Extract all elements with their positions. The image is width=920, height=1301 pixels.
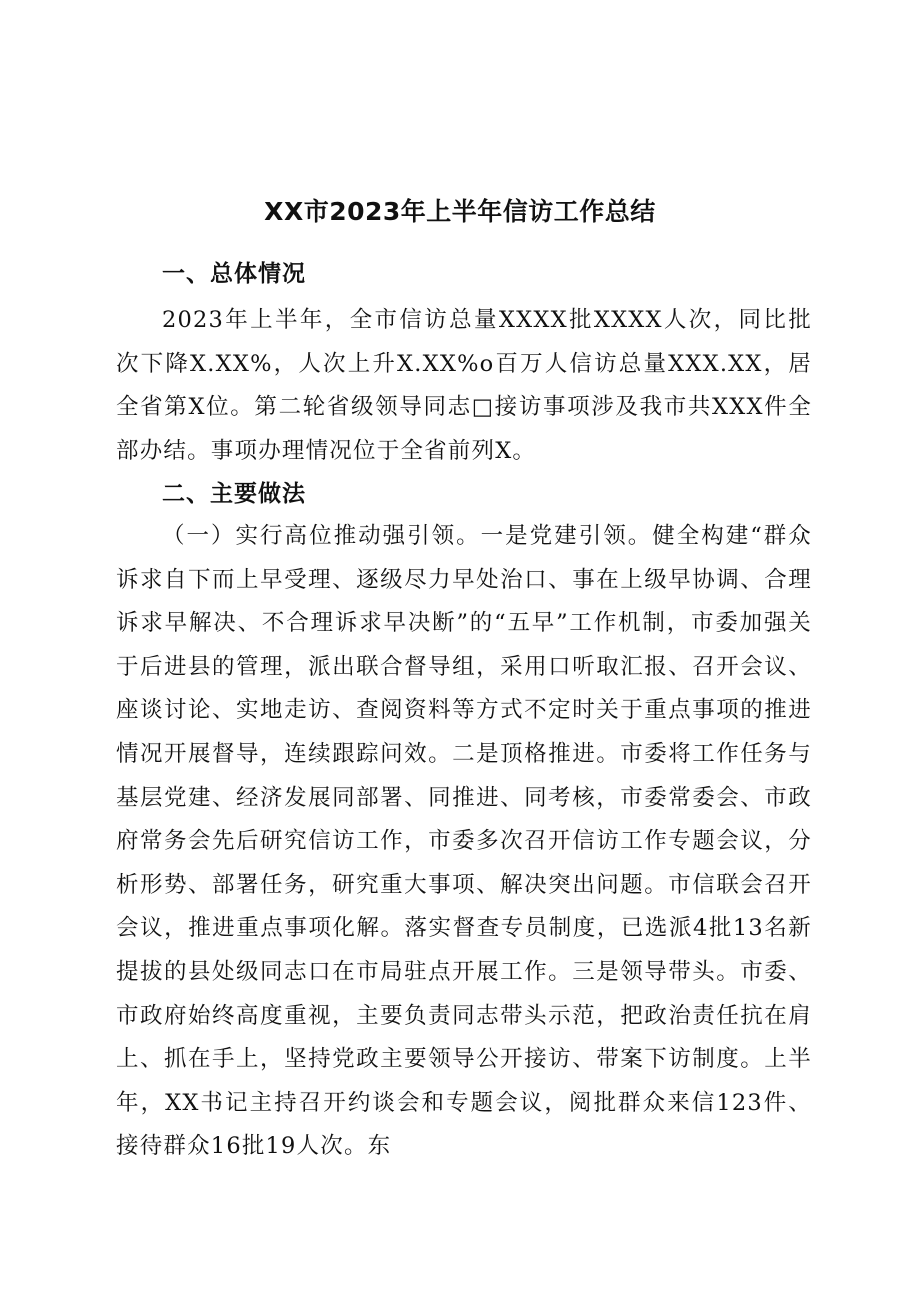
section-paragraph-main-practices: （一）实行高位推动强引领。一是党建引领。健全构建“群众诉求自下而上早受理、逐级尽力早处治口、事在上级早协调、合理诉求早解决、不合理诉求早决断”的“五早”工作机制，市委加强关于后进县的管理，派出联合督导组，采用口听取汇报、召开会议、座谈讨论、实地走访、查阅资料等方式不定时关于重点事项的推进情况开展督导，连续跟踪问效。二是顶格推进。市委将工作任务与基层党建、经济发展同部署、同推进、同考核，市委常委会、市政府常务会先后研究信访工作，市委多次召开信访工作专题会议，分析形势、部署任务，研究重大事项、解决突出问题。市信联会召开会议，推进重点事项化解。落实督查专员制度，已选派4批13名新提拔的县处级同志口在市局驻点开展工作。三是领导带头。市委、市政府始终高度重视，主要负责同志带头示范，把政治责任抗在肩上、抓在手上，坚持党政主要领导公开接访、带案下访制度。上半年，XX书记主持召开约谈会和专题会议，阅批群众来信123件、接待群众16批19人次。东 xyxy=(116,523,812,1160)
document-title: XX市2023年上半年信访工作总结 xyxy=(264,197,656,226)
section-paragraph-overview: 2023年上半年，全市信访总量XXXX批XXXX人次，同比批次下降X.XX%，人次上升X.XX%o百万人信访总量XXX.XX，居全省第X位。第二轮省级领导同志□接访事项涉及我市共XXX件全部办结。事项办理情况位于全省前列X。 xyxy=(116,307,812,464)
section-heading-overview: 一、总体情况 xyxy=(162,261,306,287)
section-heading-main-practices: 二、主要做法 xyxy=(162,481,306,507)
